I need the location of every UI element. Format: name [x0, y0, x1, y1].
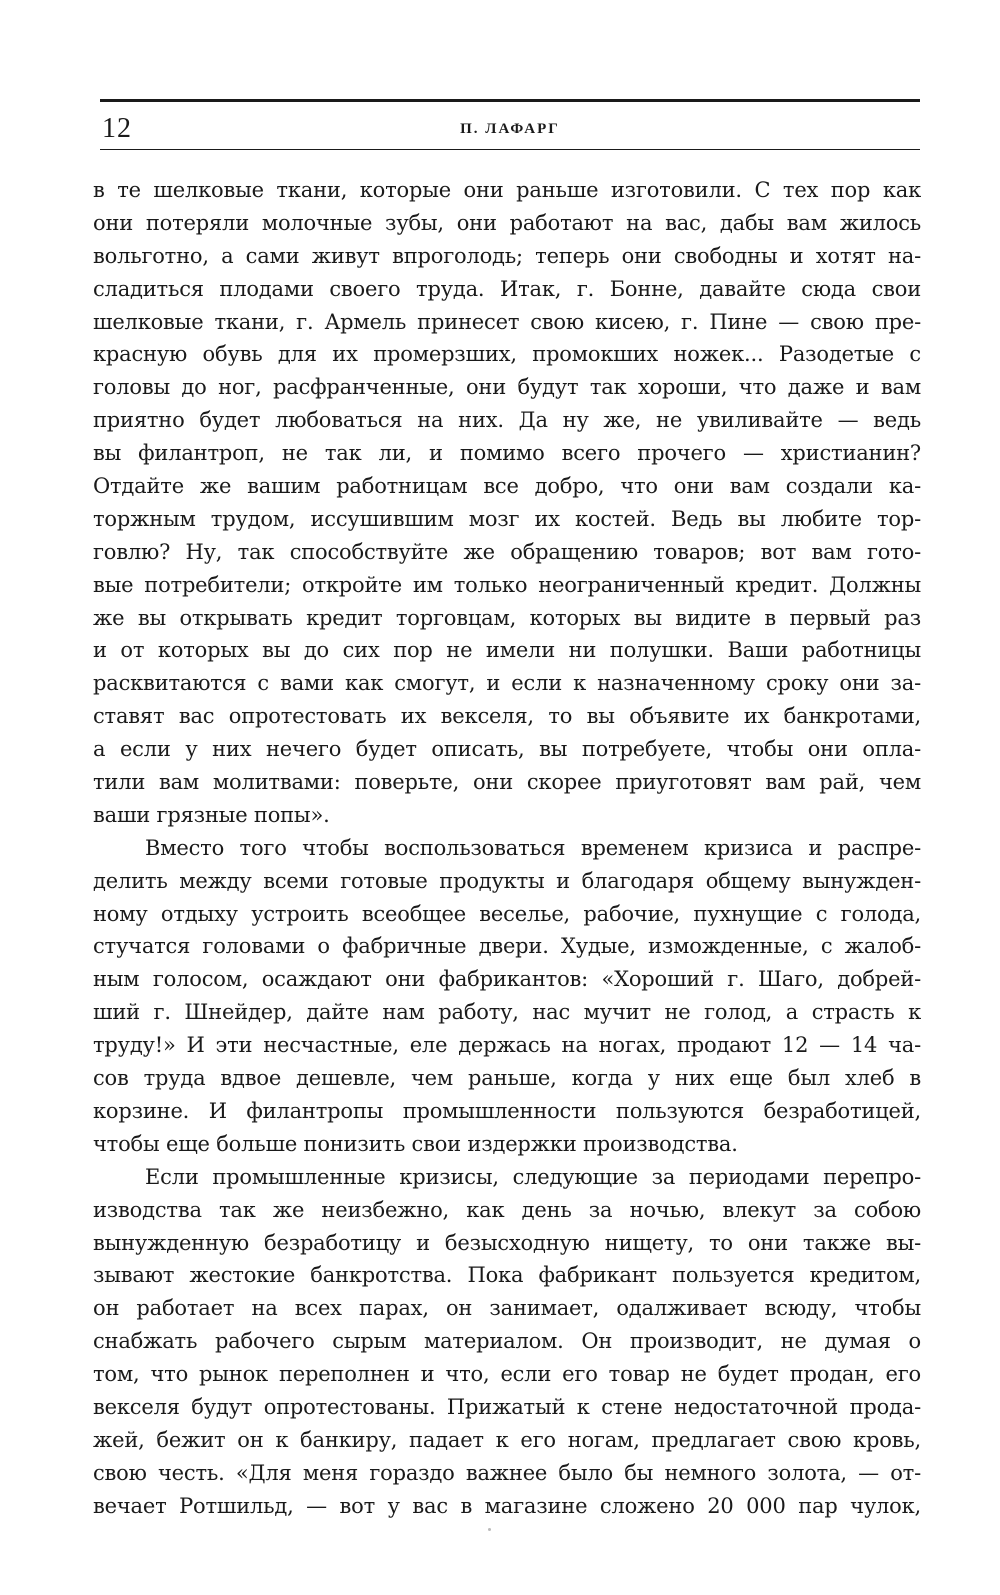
running-head: П. ЛАФАРГ	[460, 121, 560, 137]
text-line: векселя будут опротестованы. Прижатый к стене недостаточной прода-	[93, 1394, 921, 1419]
page-header	[100, 106, 920, 150]
page-number: 12	[102, 113, 132, 144]
text-line: вы филантроп, не так ли, и помимо всего прочего — христианин?	[93, 441, 921, 466]
text-line: Если промышленные кризисы, следующие за периодами перепро-	[145, 1164, 921, 1189]
scan-speck	[488, 1528, 491, 1531]
header-rule-bottom	[100, 149, 920, 150]
text-line: том, что рынок переполнен и что, если его товар не будет продан, его	[93, 1362, 921, 1387]
text-line: жей, бежит он к банкиру, падает к его ногам, предлагает свою кровь,	[93, 1427, 921, 1452]
text-line: красную обувь для их промерзших, промокших ножек... Разодетые с	[93, 342, 921, 367]
text-line: ному отдыху устроить всеобщее веселье, рабочие, пухнущие с голода,	[93, 901, 921, 926]
text-line: ставят вас опротестовать их векселя, то вы объявите их банкротами,	[93, 704, 921, 729]
text-line: зывают жестокие банкротства. Пока фабрикант пользуется кредитом,	[93, 1263, 921, 1288]
text-line: же вы открывать кредит торговцам, которых вы видите в первый раз	[93, 605, 921, 630]
text-line: чтобы еще больше понизить свои издержки производства.	[93, 1131, 738, 1156]
text-line: он работает на всех парах, он занимает, одалживает всюду, чтобы	[93, 1296, 921, 1321]
text-line: тили вам молитвами: поверьте, они скорее приуготовят вам рай, чем	[93, 770, 921, 795]
text-line: расквитаются с вами как смогут, и если к назначенному сроку они за-	[93, 671, 921, 696]
text-line: в те шелковые ткани, которые они раньше изготовили. С тех пор как	[93, 178, 921, 202]
text-line: вынужденную безработицу и безысходную нищету, то они также вы-	[93, 1230, 921, 1255]
text-line: свою честь. «Для меня гораздо важнее было бы немного золота, — от-	[93, 1460, 921, 1485]
text-line: говлю? Ну, так способствуйте же обращению товаров; вот вам гото-	[93, 539, 921, 564]
text-line: ным голосом, осаждают они фабрикантов: «Хороший г. Шаго, добрей-	[93, 967, 921, 992]
text-line: стучатся головами о фабричные двери. Худые, изможденные, с жалоб-	[93, 934, 921, 959]
text-line: труду!» И эти несчастные, еле держась на ногах, продают 12 — 14 ча-	[93, 1033, 921, 1058]
text-line: изводства так же неизбежно, как день за ночью, влекут за собою	[93, 1197, 921, 1222]
text-line: ший г. Шнейдер, дайте нам работу, нас мучит не голод, а страсть к	[93, 1000, 921, 1025]
text-line: вольготно, а сами живут впроголодь; теперь они свободны и хотят на-	[93, 243, 921, 268]
text-line: головы до ног, расфранченные, они будут так хороши, что даже и вам	[93, 375, 921, 400]
text-line: сладиться плодами своего труда. Итак, г. Бонне, давайте сюда свои	[93, 276, 921, 301]
body-text	[93, 174, 921, 1523]
text-line: вечает Ротшильд, — вот у вас в магазине сложено 20 000 пар чулок,	[93, 1493, 921, 1518]
text-line: снабжать рабочего сырым материалом. Он производит, не думая о	[93, 1329, 921, 1354]
text-line: Вместо того чтобы воспользоваться временем кризиса и распре-	[145, 835, 921, 860]
header-rule-top	[100, 99, 920, 102]
text-line: делить между всеми готовые продукты и благодаря общему вынужден-	[93, 868, 921, 893]
text-line: а если у них нечего будет описать, вы потребуете, чтобы они опла-	[93, 737, 921, 762]
text-line: Отдайте же вашим работницам все добро, что они вам создали ка-	[93, 474, 921, 499]
text-line: приятно будет любоваться на них. Да ну же, не увиливайте — ведь	[93, 408, 921, 433]
text-line: ваши грязные попы».	[93, 802, 330, 827]
text-line: корзине. И филантропы промышленности пользуются безработицей,	[93, 1098, 921, 1123]
text-line: шелковые ткани, г. Армель принесет свою кисею, г. Пине — свою пре-	[93, 309, 921, 334]
text-line: сов труда вдвое дешевле, чем раньше, когда у них еще был хлеб в	[93, 1066, 921, 1091]
text-line: и от которых вы до сих пор не имели ни полушки. Ваши работницы	[93, 638, 921, 663]
text-line: торжным трудом, иссушившим мозг их костей. Ведь вы любите тор-	[93, 506, 921, 531]
text-line: вые потребители; откройте им только неограниченный кредит. Должны	[93, 572, 921, 597]
text-line: они потеряли молочные зубы, они работают на вас, дабы вам жилось	[93, 210, 921, 235]
